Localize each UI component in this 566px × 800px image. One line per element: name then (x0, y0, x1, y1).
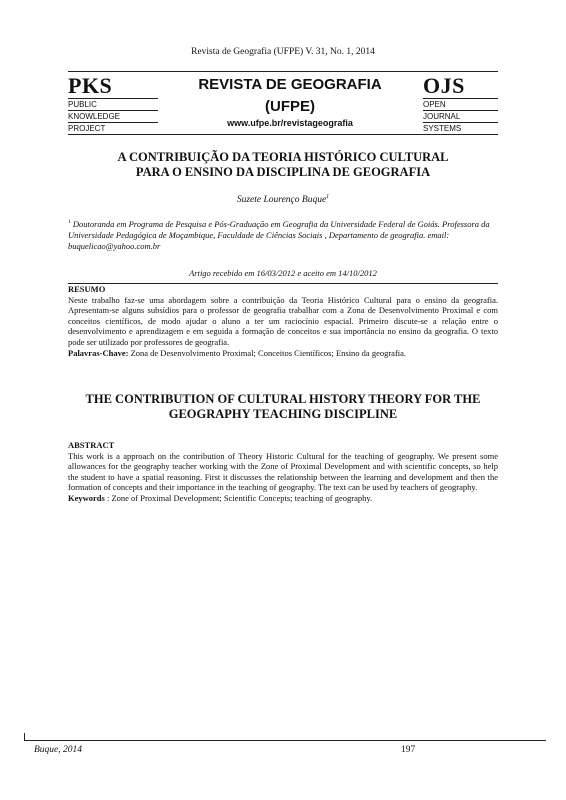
article-title-en-line-2: GEOGRAPHY TEACHING DISCIPLINE (168, 407, 398, 421)
resumo-text: Neste trabalho faz-se uma abordagem sobre a contribuição da Teoria Histórico Cultural para o ensino da geografia. Apresentam-se alguns subsídios para o professor de geografia trabalhar com a Zona de Desenvolvimento Proximal e com conceitos científicos, de modo ajudar o aluno a ter um raciocínio espacial. Primeiro discute-se a relação entre o desenvolvimento e aprendizagem e em seguida a formação de conceitos e sua importância no ensino da geografia. O texto pode ser utilizado por professores de geografia. (68, 294, 498, 347)
affiliation-text: Doutoranda em Programa de Pesquisa e Pós-Graduação em Geografia da Universidade Federal de Goiás. Professora da Universidade Pedagógica de Moçambique, Faculdade de Ciências Sociais , Departamento de geografia. email: buquelicao@yahoo.com.br (68, 218, 490, 251)
resumo-keywords (68, 348, 498, 359)
abstract-text: This work is a approach on the contribution of Theory Historic Cultural for the teaching of geography. We present some allowances for the geography teacher working with the Zone of Proximal Development and with scientific concepts, so help the student to have a spatial reasoning. First it discusses the relationship between the learning and development and then the formation of concepts and their importance in the teaching of geography. The text can be used by teachers of geography. (68, 450, 498, 493)
received-dates: Artigo recebido em 16/03/2012 e aceito em 14/10/2012 (189, 268, 377, 278)
pks-logo (68, 74, 158, 134)
pks-line-2: KNOWLEDGE (68, 110, 158, 122)
journal-name-block (160, 72, 420, 128)
affiliation-mark: 1 (68, 219, 71, 225)
resumo-heading: RESUMO (68, 284, 106, 294)
journal-name-line-1: REVISTA DE GEOGRAFIA (198, 76, 382, 93)
journal-masthead (68, 71, 498, 135)
footer-rule (24, 740, 546, 741)
pks-line-3: PROJECT (68, 122, 158, 134)
ojs-line-3: SYSTEMS (423, 122, 498, 134)
journal-url[interactable]: www.ufpe.br/revistageografia (227, 118, 353, 128)
resumo-section (68, 283, 498, 358)
running-head: Revista de Geografia (UFPE) V. 31, No. 1, 2014 (191, 47, 375, 57)
author-name: Suzete Lourenço Buque (236, 195, 327, 206)
author-line (0, 194, 566, 205)
journal-name-line-2: (UFPE) (265, 98, 315, 115)
author-footnote-mark: 1 (326, 194, 330, 200)
footer-rule-tick (24, 733, 25, 740)
abstract-keywords (68, 493, 498, 504)
article-title-pt-line-2: PARA O ENSINO DA DISCIPLINA DE GEOGRAFIA (135, 165, 431, 179)
keywords-pt-label: Palavras-Chave: (68, 347, 129, 358)
ojs-line-2: JOURNAL (423, 110, 498, 122)
author-affiliation (68, 217, 498, 252)
article-title-en-line-1: THE CONTRIBUTION OF CULTURAL HISTORY THEORY FOR THE (85, 392, 481, 406)
abstract-section (68, 440, 498, 504)
ojs-logo (423, 74, 498, 134)
ojs-line-1: OPEN (423, 98, 498, 110)
ojs-logo-text: OJS (423, 73, 465, 98)
keywords-en-label: Keywords (68, 492, 105, 503)
keywords-pt: Zona de Desenvolvimento Proximal; Conceitos Científicos; Ensino da geografia. (128, 347, 407, 358)
pks-logo-text: PKS (68, 73, 113, 98)
page-number: 197 (401, 745, 416, 755)
article-title-pt-line-1: A CONTRIBUIÇÃO DA TEORIA HISTÓRICO CULTURAL (117, 150, 449, 164)
article-title-en (60, 392, 506, 422)
pks-line-1: PUBLIC (68, 98, 158, 110)
footer-author-year: Buque, 2014 (34, 745, 83, 755)
keywords-en: : Zone of Proximal Development; Scientific Concepts; teaching of geography. (104, 492, 373, 503)
article-title-pt (60, 150, 506, 180)
abstract-heading: ABSTRACT (68, 440, 115, 450)
